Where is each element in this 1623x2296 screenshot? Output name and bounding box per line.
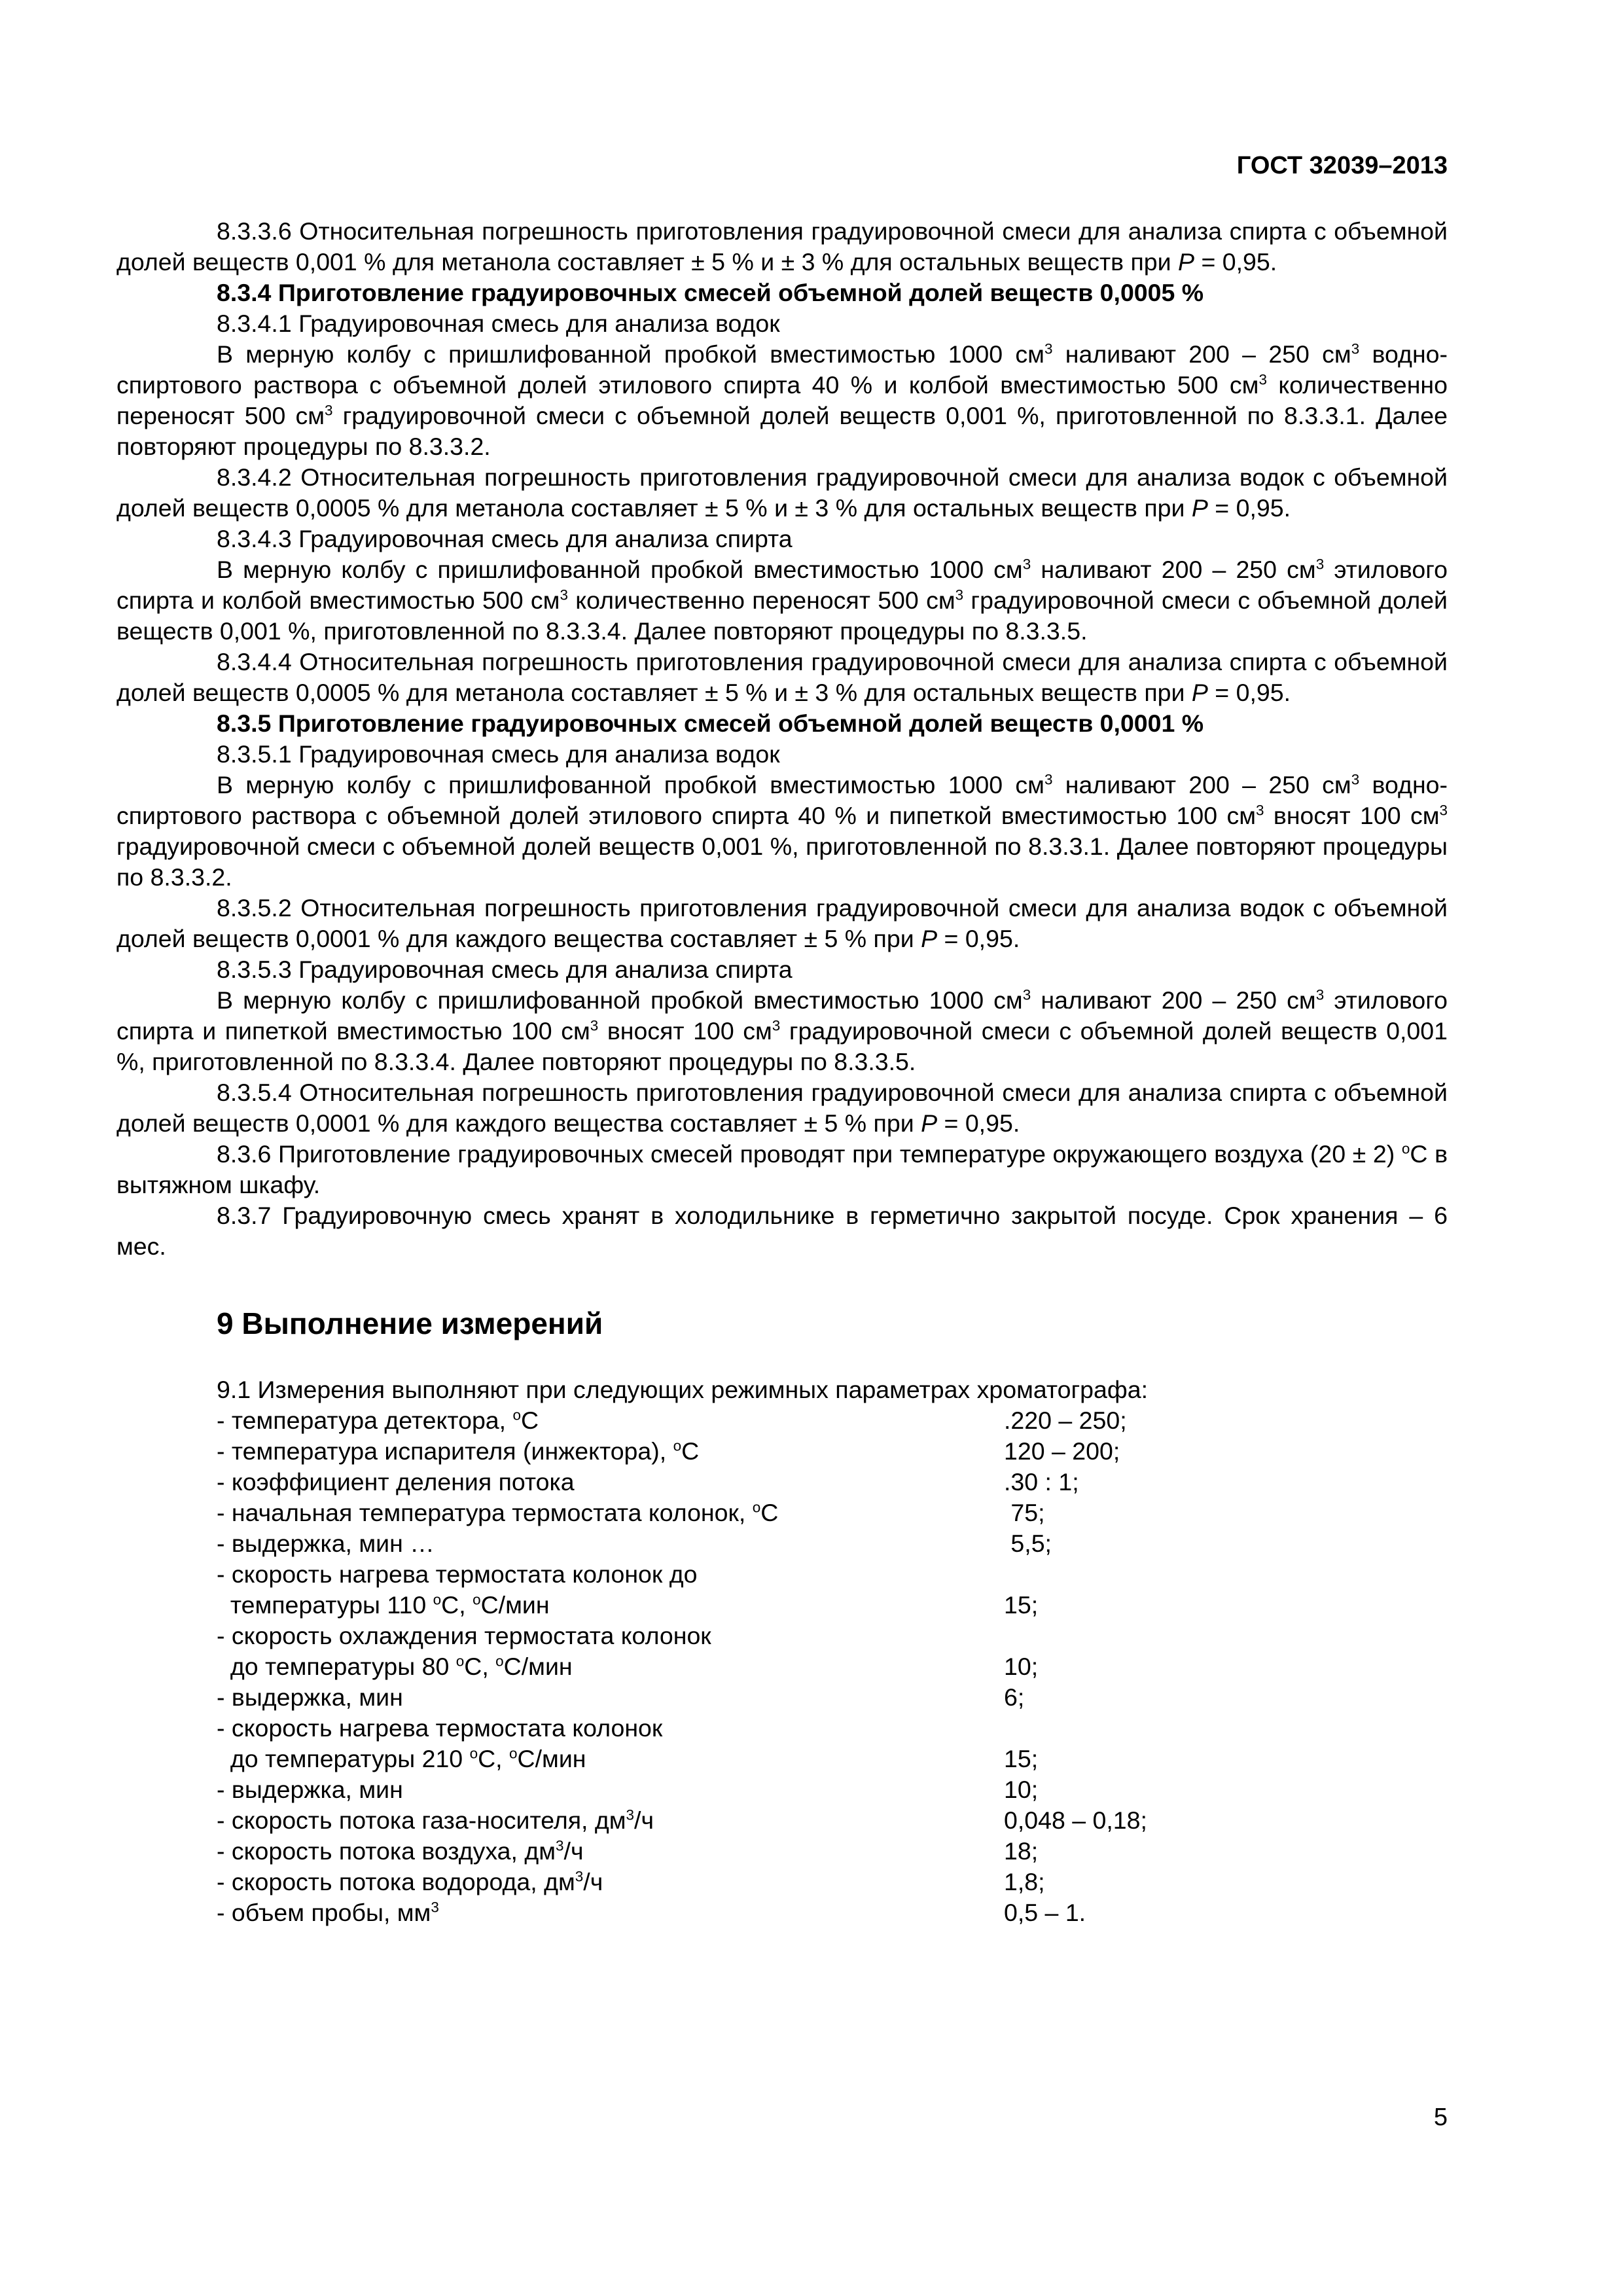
parameter-value: 10; xyxy=(1004,1776,1039,1803)
section-title: 9 Выполнение измерений xyxy=(217,1306,603,1340)
parameter-value: 75; xyxy=(1004,1499,1045,1526)
text-run: 8.3.4.3 Градуировочная смесь для анализа спирта xyxy=(217,525,793,552)
parameter-value: 0,5 – 1. xyxy=(1004,1899,1086,1926)
text-run: /ч xyxy=(634,1806,654,1834)
text-run: наливают 200 – 250 см xyxy=(1052,771,1351,798)
superscript: 3 xyxy=(325,402,333,419)
superscript: 3 xyxy=(560,586,568,603)
text-run: градуировочной смеси с объемной долей веществ 0,001 %, приготовленной по 8.3.3.4. Далее повторяют процедуры по 8.3.3.5. xyxy=(116,1017,1448,1075)
parameter-name xyxy=(217,1651,1004,1682)
parameter-value: 1,8; xyxy=(1004,1868,1045,1895)
parameter-name xyxy=(217,1774,1004,1805)
text-run: этилового спирта и пипеткой вместимостью 100 см xyxy=(116,986,1448,1045)
italic-symbol: P xyxy=(1178,248,1195,276)
text-run: градуировочной смеси с объемной долей веществ 0,001 %, приготовленной по 8.3.3.1. Далее повторяют процедуры по 8.3.3.2. xyxy=(116,402,1448,460)
parameter-name xyxy=(217,1498,1004,1528)
parameter-value: 6; xyxy=(1004,1683,1025,1711)
paragraph xyxy=(116,1077,1448,1139)
paragraph xyxy=(116,216,1448,278)
parameter-row xyxy=(217,1467,1448,1498)
parameter-row xyxy=(217,1405,1448,1436)
parameter-value: 120 – 200; xyxy=(1004,1437,1120,1465)
text-run: 8.3.3.6 Относительная погрешность приготовления градуировочной смеси для анализа спирта с объемной долей веществ 0,001 % для метанола составляет ± 5 % и ± 3 % для остальных веществ при xyxy=(116,217,1448,276)
text-run: - скорость нагрева термостата колонок до xyxy=(217,1560,698,1588)
text-run: 8.3.4.1 Градуировочная смесь для анализа водок xyxy=(217,310,780,337)
parameter-name xyxy=(217,1836,1004,1867)
italic-symbol: P xyxy=(1191,494,1208,522)
paragraph xyxy=(116,954,1448,985)
text-run: - скорость потока газа-носителя, дм xyxy=(217,1806,626,1834)
text-run: - выдержка, мин … xyxy=(217,1530,435,1557)
text-run: - объем пробы, мм xyxy=(217,1899,431,1926)
parameter-value: 0,048 – 0,18; xyxy=(1004,1806,1147,1834)
paragraph xyxy=(116,339,1448,462)
text-run: - температура детектора, xyxy=(217,1407,513,1434)
parameter-row xyxy=(217,1651,1448,1682)
text-run: 8.3.5.1 Градуировочная смесь для анализа водок xyxy=(217,740,780,768)
text-run: С, xyxy=(441,1591,473,1619)
superscript: 3 xyxy=(431,1899,439,1916)
text-run: - коэффициент деления потока xyxy=(217,1468,575,1496)
text-run: - скорость охлаждения термостата колонок xyxy=(217,1622,711,1649)
text-run: - скорость нагрева термостата колонок xyxy=(217,1714,663,1742)
text-run: = 0,95. xyxy=(1207,679,1291,706)
text-run: С, xyxy=(478,1745,510,1772)
text-run: водно-спиртового раствора с объемной долей этилового спирта 40 % и пипеткой вместимостью 100 см xyxy=(116,771,1448,829)
superscript: 3 xyxy=(1315,986,1325,1003)
text-run: 8.3.4 Приготовление градуировочных смесей объемной долей веществ 0,0005 % xyxy=(217,279,1204,306)
text-run: водно-спиртового раствора с объемной долей этилового спирта 40 % и колбой вместимостью 500 см xyxy=(116,340,1448,399)
superscript: 3 xyxy=(1044,771,1053,788)
text-run: С xyxy=(681,1437,700,1465)
parameter-value: 15; xyxy=(1004,1591,1039,1619)
parameter-row xyxy=(217,1590,1448,1621)
superscript: 3 xyxy=(575,1868,584,1885)
paragraph xyxy=(116,462,1448,524)
text-run: градуировочной смеси с объемной долей веществ 0,001 %, приготовленной по 8.3.3.1. Далее повторяют процедуры по 8.3.3.2. xyxy=(116,833,1448,891)
parameter-row xyxy=(217,1713,1448,1744)
parameter-value: 10; xyxy=(1004,1653,1039,1680)
text-run: наливают 200 – 250 см xyxy=(1031,986,1316,1014)
text-run: /ч xyxy=(563,1837,584,1865)
parameter-name xyxy=(217,1713,1004,1744)
superscript: o xyxy=(673,1437,682,1454)
superscript: 3 xyxy=(1258,371,1267,388)
section-intro: 9.1 Измерения выполняют при следующих режимных параметрах хроматографа: xyxy=(217,1376,1149,1403)
superscript: o xyxy=(512,1407,522,1424)
document-body xyxy=(116,216,1448,1928)
paragraph xyxy=(116,647,1448,708)
text-run: С xyxy=(521,1407,539,1434)
text-run: В мерную колбу с пришлифованной пробкой вместимостью 1000 см xyxy=(217,986,1023,1014)
superscript: 3 xyxy=(1351,340,1360,357)
text-run: количественно переносят 500 см xyxy=(116,371,1448,429)
text-run: В мерную колбу с пришлифованной пробкой вместимостью 1000 см xyxy=(217,556,1023,583)
superscript: o xyxy=(752,1499,761,1516)
text-run: 8.3.4.2 Относительная погрешность приготовления градуировочной смеси для анализа водок с объемной долей веществ 0,0005 % для метанола составляет ± 5 % и ± 3 % для остальных веществ при xyxy=(116,463,1448,522)
superscript: o xyxy=(495,1653,504,1670)
parameter-row xyxy=(217,1836,1448,1867)
parameter-row xyxy=(217,1682,1448,1713)
parameter-row xyxy=(217,1436,1448,1467)
superscript: 3 xyxy=(626,1806,635,1823)
page-number: 5 xyxy=(1433,2104,1448,2131)
parameter-name xyxy=(217,1467,1004,1498)
document-header: ГОСТ 32039–2013 xyxy=(1236,152,1448,179)
parameter-name xyxy=(217,1559,1004,1590)
parameters-list xyxy=(116,1405,1448,1928)
text-run: 8.3.6 Приготовление градуировочных смесей проводят при температуре окружающего воздуха (20 ± 2) xyxy=(217,1140,1402,1168)
text-run: количественно переносят 500 см xyxy=(567,586,955,614)
parameter-name xyxy=(217,1682,1004,1713)
superscript: 3 xyxy=(772,1017,781,1034)
parameter-value: .30 : 1; xyxy=(1004,1468,1079,1496)
paragraph xyxy=(116,1139,1448,1200)
superscript: 3 xyxy=(1439,802,1448,819)
paragraph xyxy=(116,308,1448,339)
text-run: 8.3.5 Приготовление градуировочных смесей объемной долей веществ 0,0001 % xyxy=(217,709,1204,737)
parameter-row xyxy=(217,1621,1448,1651)
parameter-name xyxy=(217,1436,1004,1467)
text-run: наливают 200 – 250 см xyxy=(1031,556,1316,583)
text-run: до температуры 80 xyxy=(217,1653,456,1680)
superscript: o xyxy=(469,1745,478,1762)
text-run: = 0,95. xyxy=(937,925,1020,952)
parameter-row xyxy=(217,1867,1448,1897)
parameter-name xyxy=(217,1621,1004,1651)
parameter-value: 18; xyxy=(1004,1837,1039,1865)
subsection-heading xyxy=(116,708,1448,739)
superscript: 3 xyxy=(1022,986,1031,1003)
superscript: 3 xyxy=(1315,556,1325,573)
text-run: градуировочной смеси с объемной долей веществ 0,001 %, приготовленной по 8.3.3.4. Далее повторяют процедуры по 8.3.3.5. xyxy=(116,586,1448,645)
italic-symbol: P xyxy=(1191,679,1208,706)
paragraph xyxy=(116,770,1448,893)
parameter-name xyxy=(217,1867,1004,1897)
text-run: 8.3.5.4 Относительная погрешность приготовления градуировочной смеси для анализа спирта с объемной долей веществ 0,0001 % для каждого вещества составляет ± 5 % при xyxy=(116,1079,1448,1137)
superscript: 3 xyxy=(556,1837,564,1854)
superscript: 3 xyxy=(1022,556,1031,573)
parameter-row xyxy=(217,1528,1448,1559)
text-run: - начальная температура термостата колонок, xyxy=(217,1499,753,1526)
text-run: - скорость потока водорода, дм xyxy=(217,1868,575,1895)
text-run: - скорость потока воздуха, дм xyxy=(217,1837,556,1865)
text-run: 8.3.4.4 Относительная погрешность приготовления градуировочной смеси для анализа спирта с объемной долей веществ 0,0005 % для метанола составляет ± 5 % и ± 3 % для остальных веществ при xyxy=(116,648,1448,706)
superscript: 3 xyxy=(1351,771,1360,788)
superscript: 3 xyxy=(590,1017,599,1034)
text-run: - температура испарителя (инжектора), xyxy=(217,1437,673,1465)
paragraph xyxy=(116,893,1448,954)
paragraph xyxy=(116,985,1448,1077)
superscript: o xyxy=(1401,1140,1410,1157)
text-run: до температуры 210 xyxy=(217,1745,470,1772)
parameter-name xyxy=(217,1805,1004,1836)
text-run: В мерную колбу с пришлифованной пробкой вместимостью 1000 см xyxy=(217,340,1044,368)
text-run: этилового спирта и колбой вместимостью 500 см xyxy=(116,556,1448,614)
text-run: 8.3.7 Градуировочную смесь хранят в холодильнике в герметично закрытой посуде. Срок хранения – 6 мес. xyxy=(116,1202,1448,1260)
text-run: наливают 200 – 250 см xyxy=(1052,340,1351,368)
text-run: = 0,95. xyxy=(1207,494,1291,522)
text-run: вносят 100 см xyxy=(1264,802,1440,829)
paragraph xyxy=(116,554,1448,647)
superscript: o xyxy=(433,1591,442,1608)
parameter-name xyxy=(217,1744,1004,1774)
parameter-value: .220 – 250; xyxy=(1004,1407,1127,1434)
text-run: 8.3.5.2 Относительная погрешность приготовления градуировочной смеси для анализа водок с объемной долей веществ 0,0001 % для каждого вещества составляет ± 5 % при xyxy=(116,894,1448,952)
text-run: С в вытяжном шкафу. xyxy=(116,1140,1448,1198)
text-run: С, xyxy=(464,1653,496,1680)
superscript: o xyxy=(509,1745,518,1762)
superscript: o xyxy=(473,1591,481,1608)
italic-symbol: P xyxy=(921,925,938,952)
parameter-name xyxy=(217,1897,1004,1928)
text-run: температуры 110 xyxy=(217,1591,433,1619)
parameter-row xyxy=(217,1498,1448,1528)
parameter-row xyxy=(217,1744,1448,1774)
parameter-row xyxy=(217,1559,1448,1590)
text-run: 8.3.5.3 Градуировочная смесь для анализа спирта xyxy=(217,956,793,983)
italic-symbol: P xyxy=(921,1109,938,1137)
parameter-value: 5,5; xyxy=(1004,1530,1052,1557)
paragraph xyxy=(116,1200,1448,1262)
text-run: С/мин xyxy=(517,1745,586,1772)
parameter-row xyxy=(217,1897,1448,1928)
parameter-row xyxy=(217,1805,1448,1836)
superscript: o xyxy=(455,1653,465,1670)
superscript: 3 xyxy=(1256,802,1264,819)
superscript: 3 xyxy=(1044,340,1053,357)
parameter-row xyxy=(217,1774,1448,1805)
parameter-name xyxy=(217,1528,1004,1559)
text-run: вносят 100 см xyxy=(598,1017,772,1045)
parameter-value: 15; xyxy=(1004,1745,1039,1772)
subsection-heading xyxy=(116,278,1448,308)
text-run: = 0,95. xyxy=(1194,248,1277,276)
superscript: 3 xyxy=(955,586,964,603)
text-run: С/мин xyxy=(480,1591,550,1619)
paragraphs-container xyxy=(116,216,1448,1262)
text-run: - выдержка, мин xyxy=(217,1776,403,1803)
text-run: = 0,95. xyxy=(937,1109,1020,1137)
parameter-name xyxy=(217,1405,1004,1436)
text-run: В мерную колбу с пришлифованной пробкой вместимостью 1000 см xyxy=(217,771,1044,798)
text-run: С/мин xyxy=(503,1653,573,1680)
text-run: /ч xyxy=(583,1868,603,1895)
text-run: С xyxy=(760,1499,779,1526)
paragraph xyxy=(116,739,1448,770)
text-run: - выдержка, мин xyxy=(217,1683,403,1711)
paragraph xyxy=(116,524,1448,554)
parameter-name xyxy=(217,1590,1004,1621)
